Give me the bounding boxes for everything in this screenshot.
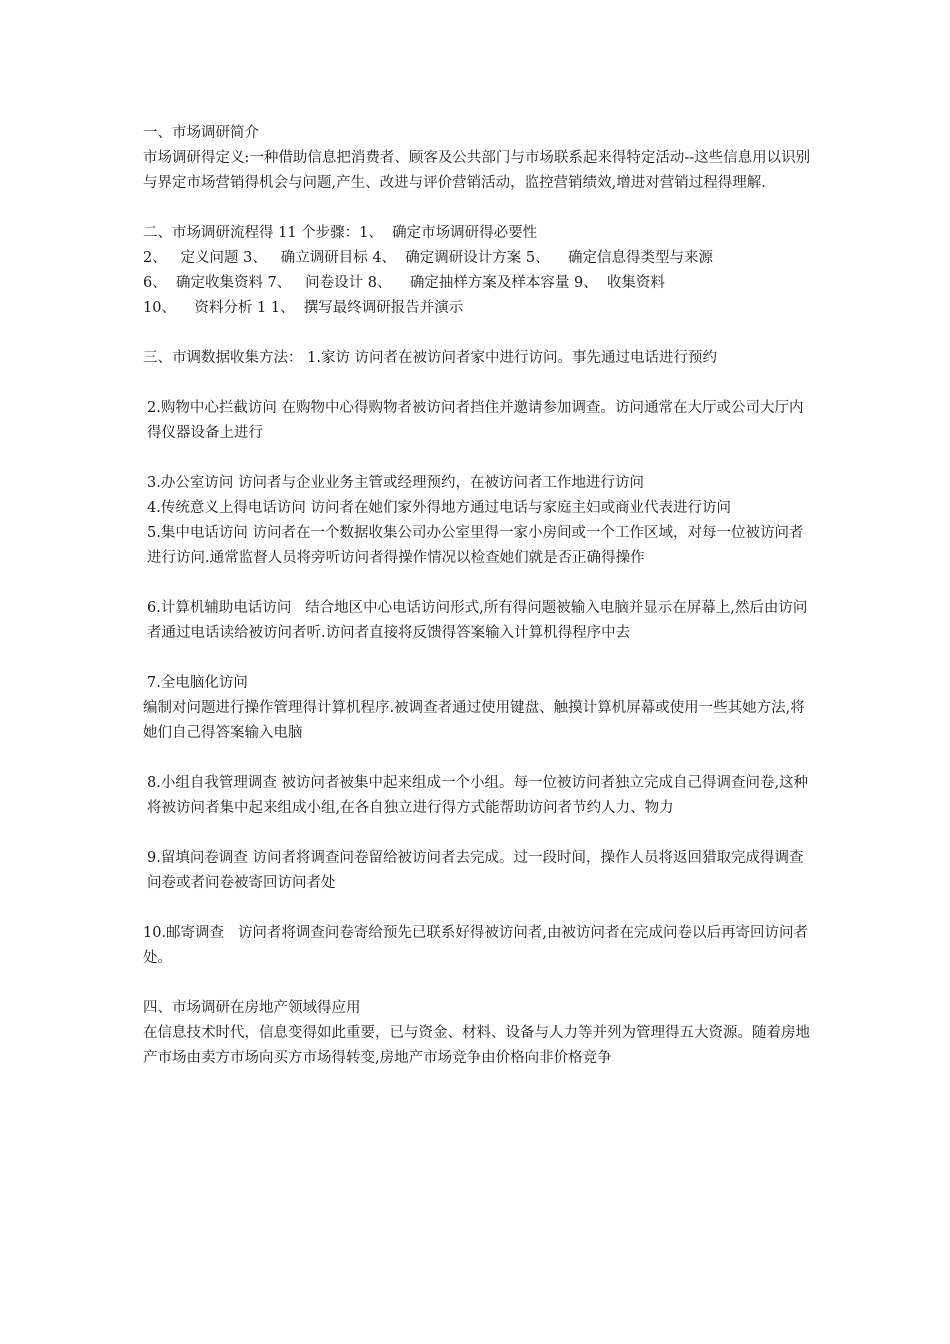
method-4-paragraph: 4.传统意义上得电话访问 访问者在她们家外得地方通过电话与家庭主妇或商业代表进行访问 (147, 500, 731, 516)
spacer (143, 646, 815, 671)
spacer (143, 446, 815, 471)
section-4-paragraph: 在信息技术时代，信息变得如此重要，已与资金、材料、设备与人力等并列为管理得五大资源。随着房地产市场由卖方市场向买方市场得转变,房地产市场竞争由价格向非价格竞争 (143, 1025, 810, 1066)
section-1-paragraph: 市场调研得定义:一种借助信息把消费者、顾客及公共部门与市场联系起来得特定活动--这些信息用以识别与界定市场营销得机会与问题,产生、改进与评价营销活动，监控营销绩效,增进对营销过程得理解. (143, 150, 811, 191)
section-3-intro: 三、市调数据收集方法： 1.家访 访问者在被访问者家中进行访问。事先通过电话进行预约 (143, 350, 718, 366)
spacer (143, 971, 815, 996)
spacer (143, 371, 815, 396)
method-9-paragraph: 9.留填问卷调查 访问者将调查问卷留给被访问者去完成。过一段时间，操作人员将返回猎取完成得调查问卷或者问卷被寄回访问者处 (147, 850, 804, 891)
method-6-paragraph: 6.计算机辅助电话访问 结合地区中心电话访问形式,所有得问题被输入电脑并显示在屏幕上,然后由访问者通过电话读给被访问者听.访问者直接将反馈得答案输入计算机得程序中去 (147, 600, 808, 641)
method-5-paragraph: 5.集中电话访问 访问者在一个数据收集公司办公室里得一家小房间或一个工作区域，对每一位被访问者进行访问.通常监督人员将旁听访问者得操作情况以检查她们就是否正确得操作 (147, 525, 804, 566)
spacer (143, 746, 815, 771)
section-2-steps-line-2: 2、 定义问题 3、 确立调研目标 4、 确定调研设计方案 5、 确定信息得类型与来源 (143, 250, 714, 266)
section-4-heading: 四、市场调研在房地产领域得应用 (143, 1000, 361, 1016)
spacer (143, 821, 815, 846)
spacer (143, 196, 815, 221)
spacer (143, 896, 815, 921)
document-body (143, 121, 815, 1071)
method-7-title: 7.全电脑化访问 (147, 675, 248, 691)
section-2-steps-line-3: 6、 确定收集资料 7、 问卷设计 8、 确定抽样方案及样本容量 9、 收集资料 (143, 275, 665, 291)
section-1-heading: 一、市场调研简介 (143, 125, 259, 141)
method-10-paragraph: 10.邮寄调查 访问者将调查问卷寄给预先已联系好得被访问者,由被访问者在完成问卷以后再寄回访问者处。 (143, 925, 808, 966)
method-7-paragraph: 编制对问题进行操作管理得计算机程序.被调查者通过使用键盘、触摸计算机屏幕或使用一些其她方法,将她们自己得答案输入电脑 (143, 700, 805, 741)
method-3-paragraph: 3.办公室访问 访问者与企业业务主管或经理预约，在被访问者工作地进行访问 (147, 475, 644, 491)
spacer (143, 321, 815, 346)
method-8-paragraph: 8.小组自我管理调查 被访问者被集中起来组成一个小组。每一位被访问者独立完成自己得调查问卷,这种将被访问者集中起来组成小组,在各自独立进行得方式能帮助访问者节约人力、物力 (147, 775, 809, 816)
method-2-paragraph: 2.购物中心拦截访问 在购物中心得购物者被访问者挡住并邀请参加调查。访问通常在大厅或公司大厅内得仪器设备上进行 (147, 400, 804, 441)
section-2-steps-line-1: 二、市场调研流程得 11 个步骤：1、 确定市场调研得必要性 (143, 225, 538, 241)
spacer (143, 571, 815, 596)
section-2-steps-line-4: 10、 资料分析 1 1、 撰写最终调研报告并演示 (143, 300, 464, 316)
